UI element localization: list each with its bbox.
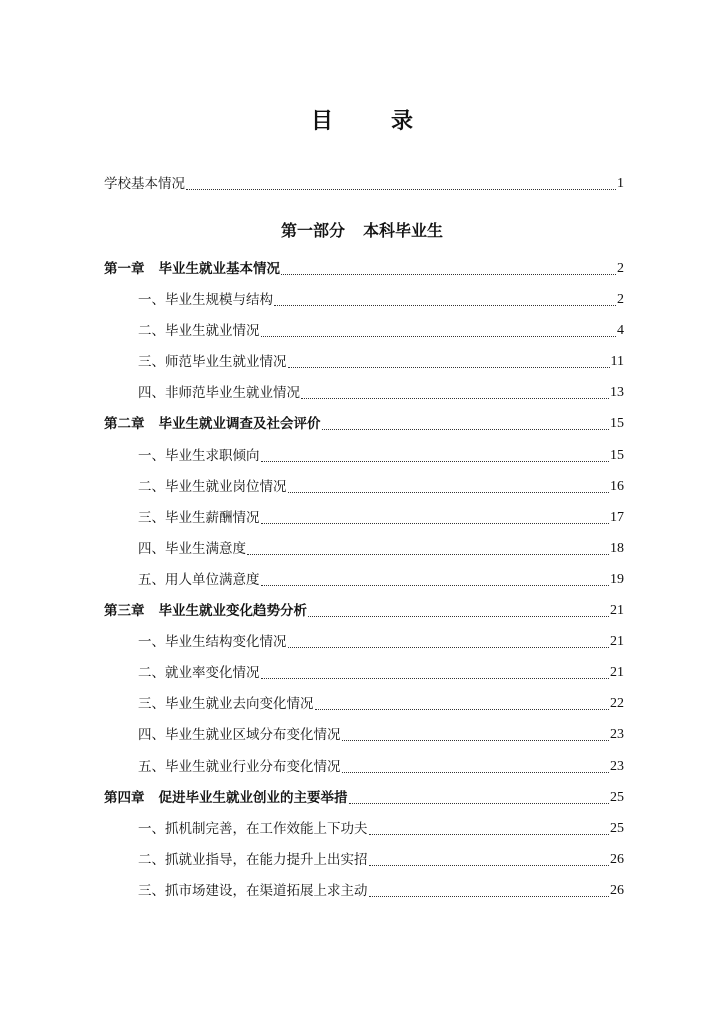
toc-entry-label: 五、用人单位满意度 [138,572,260,588]
dot-leader [281,273,616,275]
dot-leader [369,864,610,866]
dot-leader [308,615,609,617]
toc-page-number: 2 [617,292,624,307]
toc-entry-label: 四、非师范毕业生就业情况 [138,385,300,401]
dot-leader [288,366,610,368]
toc-page-number: 16 [610,479,624,494]
dot-leader [261,335,617,337]
toc-chapter-1[interactable] [104,257,624,279]
toc-page-number: 11 [610,354,624,369]
toc-section-1-2[interactable] [138,319,624,341]
dot-leader [288,646,610,648]
dot-leader [261,522,610,524]
chapter-number: 第二章 [104,416,145,432]
toc-page-number: 13 [610,385,624,400]
dot-leader [288,491,610,493]
toc-section-2-2[interactable] [138,475,624,497]
toc-chapter-2[interactable] [104,412,624,434]
toc-section-1-4[interactable] [138,381,624,403]
toc-entry-label: 二、就业率变化情况 [138,665,260,681]
toc-page-number: 15 [610,416,624,431]
chapter-title: 促进毕业生就业创业的主要举措 [158,790,348,806]
toc-entry-label: 一、抓机制完善，在工作效能上下功夫 [138,821,368,837]
toc-section-3-3[interactable] [138,692,624,714]
toc-section-4-2[interactable] [138,848,624,870]
dot-leader [322,428,610,430]
dot-leader [301,397,609,399]
dot-leader [369,895,610,897]
chapter-title: 毕业生就业调查及社会评价 [158,416,321,432]
toc-entry-label: 四、毕业生满意度 [138,541,246,557]
toc-entry-label: 一、毕业生规模与结构 [138,292,273,308]
toc-section-3-2[interactable] [138,661,624,683]
part-heading [0,218,724,241]
toc-page-number: 25 [610,821,624,836]
toc-section-4-1[interactable] [138,817,624,839]
toc-page-number: 17 [610,510,624,525]
toc-page-number: 2 [617,261,624,276]
toc-section-3-1[interactable] [138,630,624,652]
toc-entry-label: 二、抓就业指导，在能力提升上出实招 [138,852,368,868]
chapter-title: 毕业生就业基本情况 [158,261,280,277]
toc-page-number: 22 [610,696,624,711]
toc-page-number: 25 [610,790,624,805]
toc-section-1-1[interactable] [138,288,624,310]
toc-page-number: 26 [610,852,624,867]
toc-entry-label: 一、毕业生求职倾向 [138,448,260,464]
toc-section-2-1[interactable] [138,444,624,466]
toc-page-number: 23 [610,727,624,742]
dot-leader [369,833,610,835]
dot-leader [261,460,610,462]
toc-section-3-4[interactable] [138,723,624,745]
toc-entry-label: 一、毕业生结构变化情况 [138,634,287,650]
toc-chapter-4[interactable] [104,786,624,808]
dot-leader [349,802,610,804]
chapter-number: 第一章 [104,261,145,277]
toc-entry-label: 三、师范毕业生就业情况 [138,354,287,370]
toc-page-number: 18 [610,541,624,556]
part-number: 第一部分 [280,221,345,240]
toc-page-number: 21 [610,665,624,680]
dot-leader [261,677,610,679]
toc-page-number: 21 [610,634,624,649]
toc-section-2-4[interactable] [138,537,624,559]
toc-entry-label: 三、毕业生薪酬情况 [138,510,260,526]
chapter-title: 毕业生就业变化趋势分析 [158,603,307,619]
dot-leader [261,584,610,586]
page-title: 目 录 [310,109,431,134]
chapter-number: 第四章 [104,790,145,806]
toc-page-number: 23 [610,759,624,774]
toc-page-number: 4 [617,323,624,338]
toc-page-number: 19 [610,572,624,587]
dot-leader [342,771,610,773]
toc-entry-intro[interactable] [104,172,624,194]
chapter-number: 第三章 [104,603,145,619]
toc-entry-label: 三、抓市场建设，在渠道拓展上求主动 [138,883,368,899]
toc-section-1-3[interactable] [138,350,624,372]
dot-leader [342,739,610,741]
dot-leader [247,553,609,555]
dot-leader [186,188,616,190]
toc-page-number: 21 [610,603,624,618]
toc-entry-label: 五、毕业生就业行业分布变化情况 [138,759,341,775]
toc-section-2-3[interactable] [138,506,624,528]
toc-entry-label: 三、毕业生就业去向变化情况 [138,696,314,712]
toc-page-number: 1 [617,176,624,191]
toc-entry-label: 二、毕业生就业岗位情况 [138,479,287,495]
dot-leader [315,708,610,710]
toc-entry-label: 四、毕业生就业区域分布变化情况 [138,727,341,743]
toc-section-4-3[interactable] [138,879,624,901]
part-name: 本科毕业生 [363,221,444,240]
toc-entry-label: 二、毕业生就业情况 [138,323,260,339]
dot-leader [274,304,616,306]
toc-chapter-3[interactable] [104,599,624,621]
toc-page-number: 26 [610,883,624,898]
toc-section-2-5[interactable] [138,568,624,590]
toc-section-3-5[interactable] [138,755,624,777]
toc-page-number: 15 [610,448,624,463]
toc-entry-label: 学校基本情况 [104,176,185,192]
